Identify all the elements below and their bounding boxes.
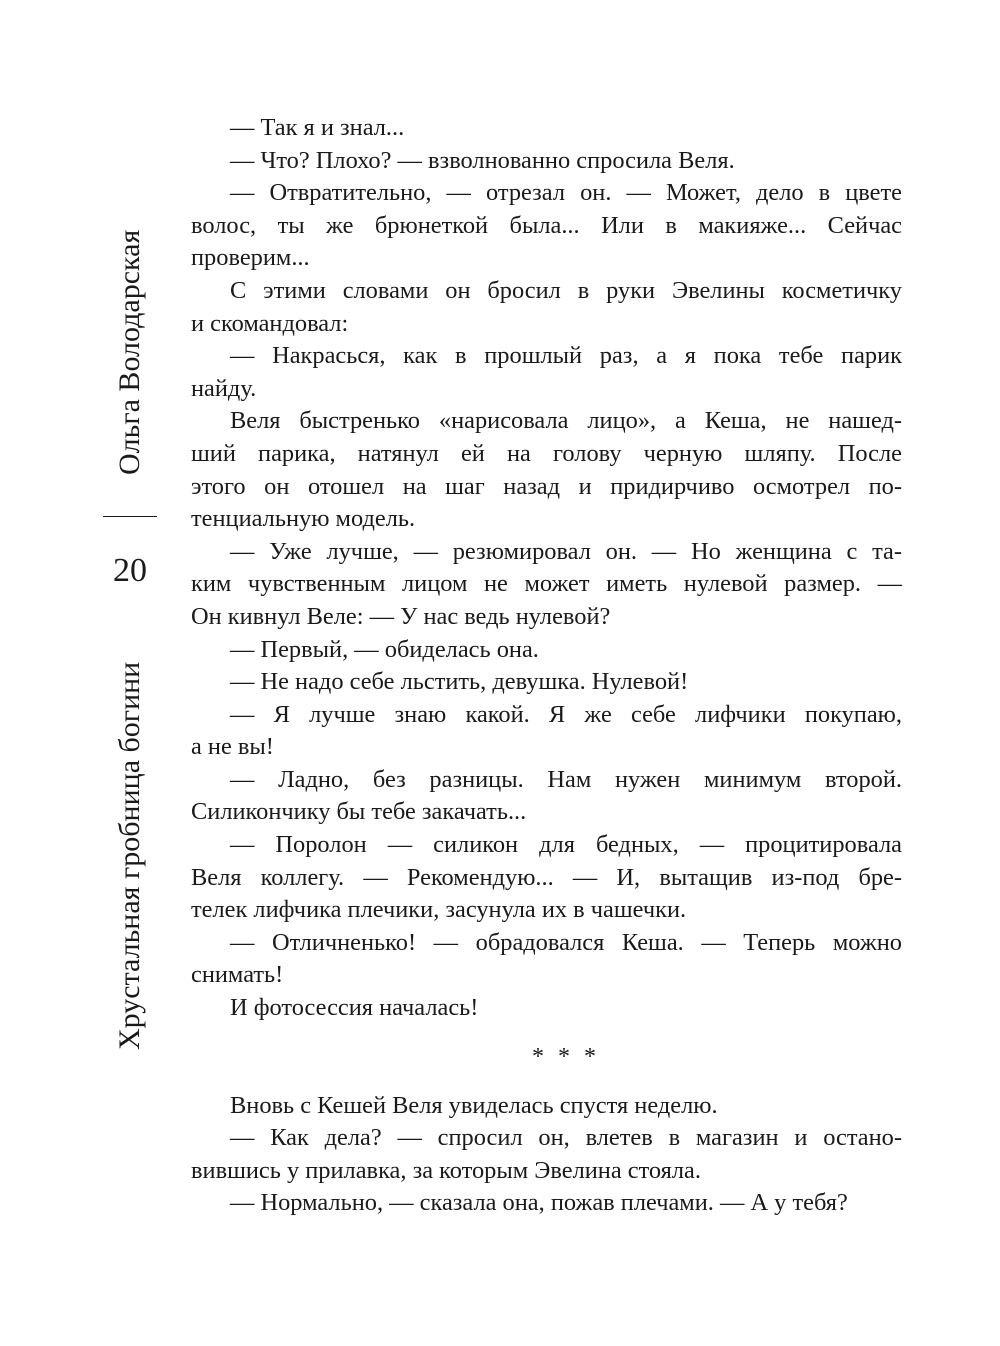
text-line: найду. [191, 374, 257, 402]
text-block-after-break [191, 1090, 902, 1220]
text-line: волос, ты же брюнеткой была... Или в макияже... Сейчас [191, 211, 902, 239]
text-line: а не вы! [191, 733, 274, 761]
text-line: — Не надо себе льстить, девушка. Нулевой! [230, 668, 689, 696]
text-line: И фотосессия началась! [230, 994, 479, 1022]
text-line: телек лифчика плечики, засунула их в чашечки. [191, 896, 687, 924]
text-line: Силикончику бы тебе закачать... [191, 798, 527, 826]
text-block-before-break [191, 112, 902, 1025]
text-line: тенциальную модель. [191, 505, 416, 533]
text-line: Он кивнул Веле: — У нас ведь нулевой? [191, 602, 611, 630]
text-line: — Отвратительно, — отрезал он. — Может, дело в цвете [230, 179, 902, 207]
section-break: * * * [532, 1043, 600, 1070]
text-line: — Поролон — силикон для бедных, — процитировала [230, 831, 902, 859]
text-line: этого он отошел на шаг назад и придирчиво осмотрел по- [191, 472, 902, 500]
running-header-author: Ольга Володарская [113, 229, 146, 476]
running-header-book-title: Хрустальная гробница богини [113, 661, 146, 1051]
text-line: — Первый, — обиделась она. [230, 635, 539, 663]
text-line: и скомандовал: [191, 309, 349, 337]
text-line: Веля коллегу. — Рекомендую... — И, вытащив из-под бре- [191, 863, 902, 891]
text-line: — Отличненько! — обрадовался Кеша. — Теперь можно [230, 928, 902, 956]
text-line: — Нормально, — сказала она, пожав плечами. — А у тебя? [230, 1189, 848, 1217]
page-number: 20 [113, 552, 147, 589]
text-line: вившись у прилавка, за которым Эвелина стояла. [191, 1156, 701, 1184]
text-line: С этими словами он бросил в руки Эвелины косметичку [230, 276, 902, 304]
text-line: ким чувственным лицом не может иметь нулевой размер. — [191, 570, 902, 598]
text-line: — Как дела? — спросил он, влетев в магазин и остано- [230, 1124, 902, 1152]
running-header [95, 205, 165, 1075]
text-line: Веля быстренько «нарисовала лицо», а Кеша, не нашед- [230, 407, 902, 435]
header-divider [103, 516, 157, 517]
text-line: проверим... [191, 244, 310, 272]
text-line: — Уже лучше, — резюмировал он. — Но женщина с та- [230, 537, 902, 565]
text-line: — Так я и знал... [230, 114, 405, 141]
text-line: — Ладно, без разницы. Нам нужен минимум второй. [230, 765, 902, 793]
text-line: — Что? Плохо? — взволнованно спросила Веля. [230, 146, 735, 174]
text-line: — Я лучше знаю какой. Я же себе лифчики покупаю, [230, 700, 902, 728]
text-line: — Накрасься, как в прошлый раз, а я пока тебе парик [230, 342, 902, 370]
text-line: ший парика, натянул ей на голову черную шляпу. После [191, 439, 902, 467]
text-line: Вновь с Кешей Веля увиделась спустя неделю. [230, 1091, 718, 1119]
text-line: снимать! [191, 961, 284, 989]
page-body [191, 112, 902, 1220]
